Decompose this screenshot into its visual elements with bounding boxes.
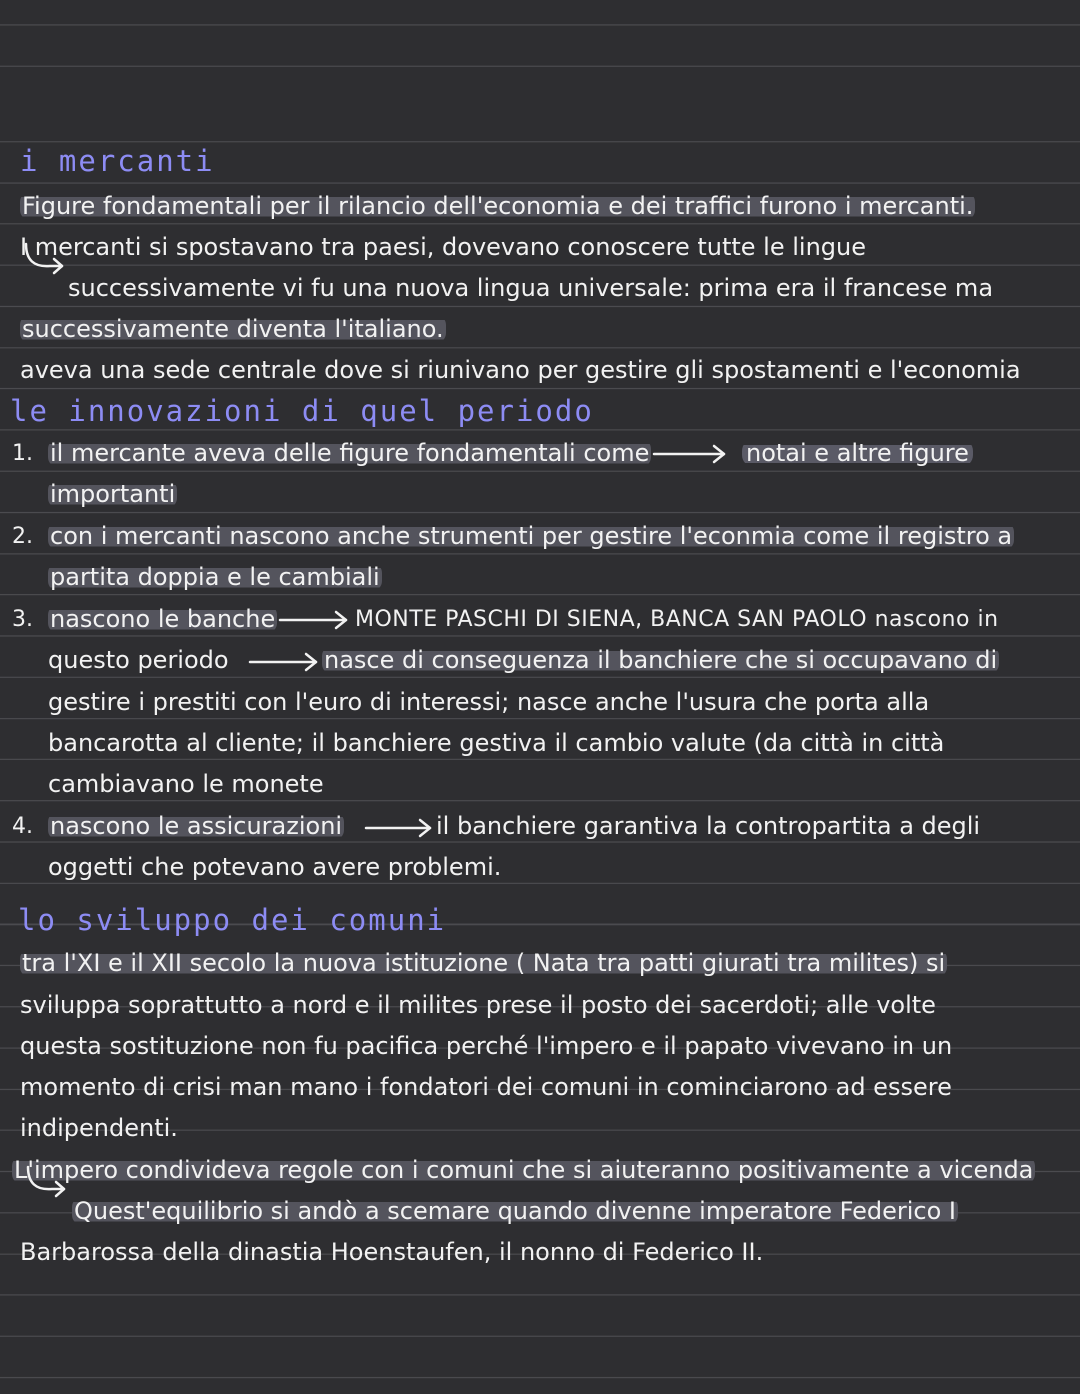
comuni-line-5: indipendenti.: [20, 1114, 178, 1142]
item-4-line-1a: nascono le assicurazioni: [50, 812, 343, 840]
item-3-line-1b: MONTE PASCHI DI SIENA, BANCA SAN PAOLO nascono in: [355, 607, 999, 632]
mercanti-line-2: I mercanti si spostavano tra paesi, dovevano conoscere tutte le lingue: [20, 233, 866, 261]
comuni-line-3: questa sostituzione non fu pacifica perché l'impero e il papato vivevano in un: [20, 1032, 953, 1060]
right-arrow-icon: [248, 651, 322, 673]
item-2-line-2: partita doppia e le cambiali: [50, 563, 380, 591]
item-3-line-3: gestire i prestiti con l'euro di interessi; nasce anche l'usura che porta alla: [48, 688, 930, 716]
comuni-line-2: sviluppa soprattutto a nord e il milites prese il posto dei sacerdoti; alle volte: [20, 991, 936, 1019]
item-3-line-1a: nascono le banche: [50, 605, 276, 633]
item-4-line-1b: il banchiere garantiva la contropartita a degli: [436, 812, 981, 840]
item-2-line-1: con i mercanti nascono anche strumenti per gestire l'econmia come il registro a: [50, 522, 1013, 550]
item-3-line-2a: questo periodo: [48, 646, 229, 674]
item-3-line-2b: nasce di conseguenza il banchiere che si occupavano di: [324, 646, 998, 674]
right-arrow-icon: [364, 817, 436, 839]
comuni-line-7: Quest'equilibrio si andò a scemare quando divenne imperatore Federico I: [74, 1197, 956, 1225]
comuni-line-4: momento di crisi man mano i fondatori dei comuni in cominciarono ad essere: [20, 1073, 952, 1101]
mercanti-line-5: aveva una sede centrale dove si riunivano per gestire gli spostamenti e l'economia: [20, 356, 1021, 384]
item-1-line-2: importanti: [50, 480, 176, 508]
item-1-line-1a: il mercante aveva delle figure fondamentali come: [50, 439, 650, 467]
item-4-line-2: oggetti che potevano avere problemi.: [48, 853, 502, 881]
item-2-number: 2.: [12, 524, 33, 549]
section-title-mercanti: i mercanti: [20, 144, 215, 178]
curved-arrow-icon: [22, 240, 68, 280]
comuni-line-1: tra l'XI e il XII secolo la nuova istituzione ( Nata tra patti giurati tra milites) si: [22, 949, 946, 977]
item-4-number: 4.: [12, 814, 33, 839]
comuni-line-6: L'impero condivideva regole con i comuni che si aiuteranno positivamente a vicenda: [14, 1156, 1034, 1184]
item-3-line-4: bancarotta al cliente; il banchiere gestiva il cambio valute (da città in città: [48, 729, 945, 757]
item-3-number: 3.: [12, 607, 33, 632]
mercanti-line-1: Figure fondamentali per il rilancio dell'economia e dei traffici furono i mercanti.: [22, 192, 974, 220]
item-1-line-1b: notai e altre figure: [742, 433, 973, 474]
right-arrow-icon: [278, 609, 352, 631]
section-title-innovazioni: le innovazioni di quel periodo: [10, 394, 594, 428]
comuni-line-8: Barbarossa della dinastia Hoenstaufen, il nonno di Federico II.: [20, 1238, 764, 1266]
right-arrow-icon: [652, 443, 730, 465]
mercanti-line-4: successivamente diventa l'italiano.: [22, 315, 444, 343]
curved-arrow-icon: [24, 1163, 70, 1203]
mercanti-line-3: successivamente vi fu una nuova lingua universale: prima era il francese ma: [68, 274, 994, 302]
item-1-number: 1.: [12, 441, 33, 466]
item-3-line-5: cambiavano le monete: [48, 770, 324, 798]
section-title-comuni: lo sviluppo dei comuni: [18, 903, 447, 937]
